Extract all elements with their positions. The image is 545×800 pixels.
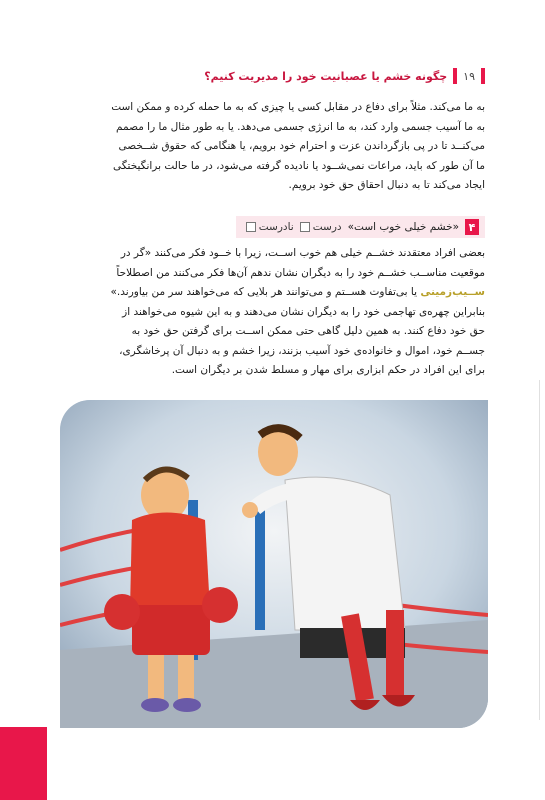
text-line: به ما می‌کند. مثلاً برای دفاع در مقابل کسی یا چیزی که به ما حمله کرده و ممکن است [111, 101, 485, 113]
option-false[interactable] [246, 221, 294, 233]
corner-accent-block [0, 727, 47, 800]
option-true-checkbox[interactable] [300, 222, 310, 232]
text-line: حق خود دفاع کنند. به همین دلیل گاهی حتی ممکن اســت برای گرفتن حق خود به [131, 325, 485, 337]
highlighted-term: ســیب‌زمینی [420, 286, 485, 298]
text-line: جســم خود، اموال و خانواده‌ی خود آسیب بزنند، زیرا خشم و به دنبال آن پرخاشگری، [119, 344, 485, 357]
option-false-checkbox[interactable] [246, 222, 256, 232]
text-line: بعضی افراد معتقدند خشــم خیلی هم خوب اســت، زیرا با خــود فکر می‌کنند «گر در [120, 247, 485, 259]
header-accent-bar-2 [453, 68, 457, 84]
boxing-scene-image [60, 400, 488, 728]
text-line [60, 283, 485, 303]
margin-rule [539, 380, 540, 720]
text-line: ما آن طور که باید، مراعات نمی‌شــود یا نادیده گرفته می‌شود، در ما حالت برانگیختگی [113, 159, 485, 172]
question-number: ۴ [465, 219, 479, 235]
boxing-illustration [60, 400, 488, 728]
option-true[interactable] [300, 221, 342, 233]
paragraph-intro [60, 98, 485, 196]
true-false-question [236, 216, 485, 238]
text-fragment: یا بی‌تفاوت هســتم و می‌توانند هر بلایی که می‌خواهند سر من بیاورند.» [110, 286, 421, 298]
text-line: به ما آسیب جسمی وارد کند، به ما انرژی جسمی می‌دهد. یا به طور مثال ما را مصمم [116, 120, 485, 133]
page-number: ۱۹ [463, 69, 475, 83]
option-true-label: درست [312, 221, 342, 233]
chapter-title: چگونه خشم یا عصبانیت خود را مدیریت کنیم؟ [204, 69, 448, 83]
page-header [60, 66, 485, 86]
text-line: ایجاد می‌کند تا به دنبال احقاق حق خود برویم. [288, 179, 485, 191]
text-line: بنابراین چهره‌ی تهاجمی خود را به دیگران نشان می‌دهند و به این شیوه می‌خواهند از [122, 305, 485, 318]
text-line: می‌کنــد تا در پی بازگرداندن عزت و احترام خود برویم، یا هنگامی که حقوق شــخصی [118, 140, 485, 152]
text-line: موقعیت مناســب خشــم خود را به دیگران نشان ندهم آن‌ها فکر می‌کنند من اصطلاحاً [116, 266, 485, 279]
option-false-label: نادرست [258, 221, 294, 233]
text-line: برای این افراد در حکم ابزاری برای مهار و مسلط شدن بر دیگران است. [171, 364, 485, 376]
question-text: «خشم خیلی خوب است» [347, 221, 459, 233]
paragraph-explanation [60, 244, 485, 381]
header-accent-bar [481, 68, 485, 84]
